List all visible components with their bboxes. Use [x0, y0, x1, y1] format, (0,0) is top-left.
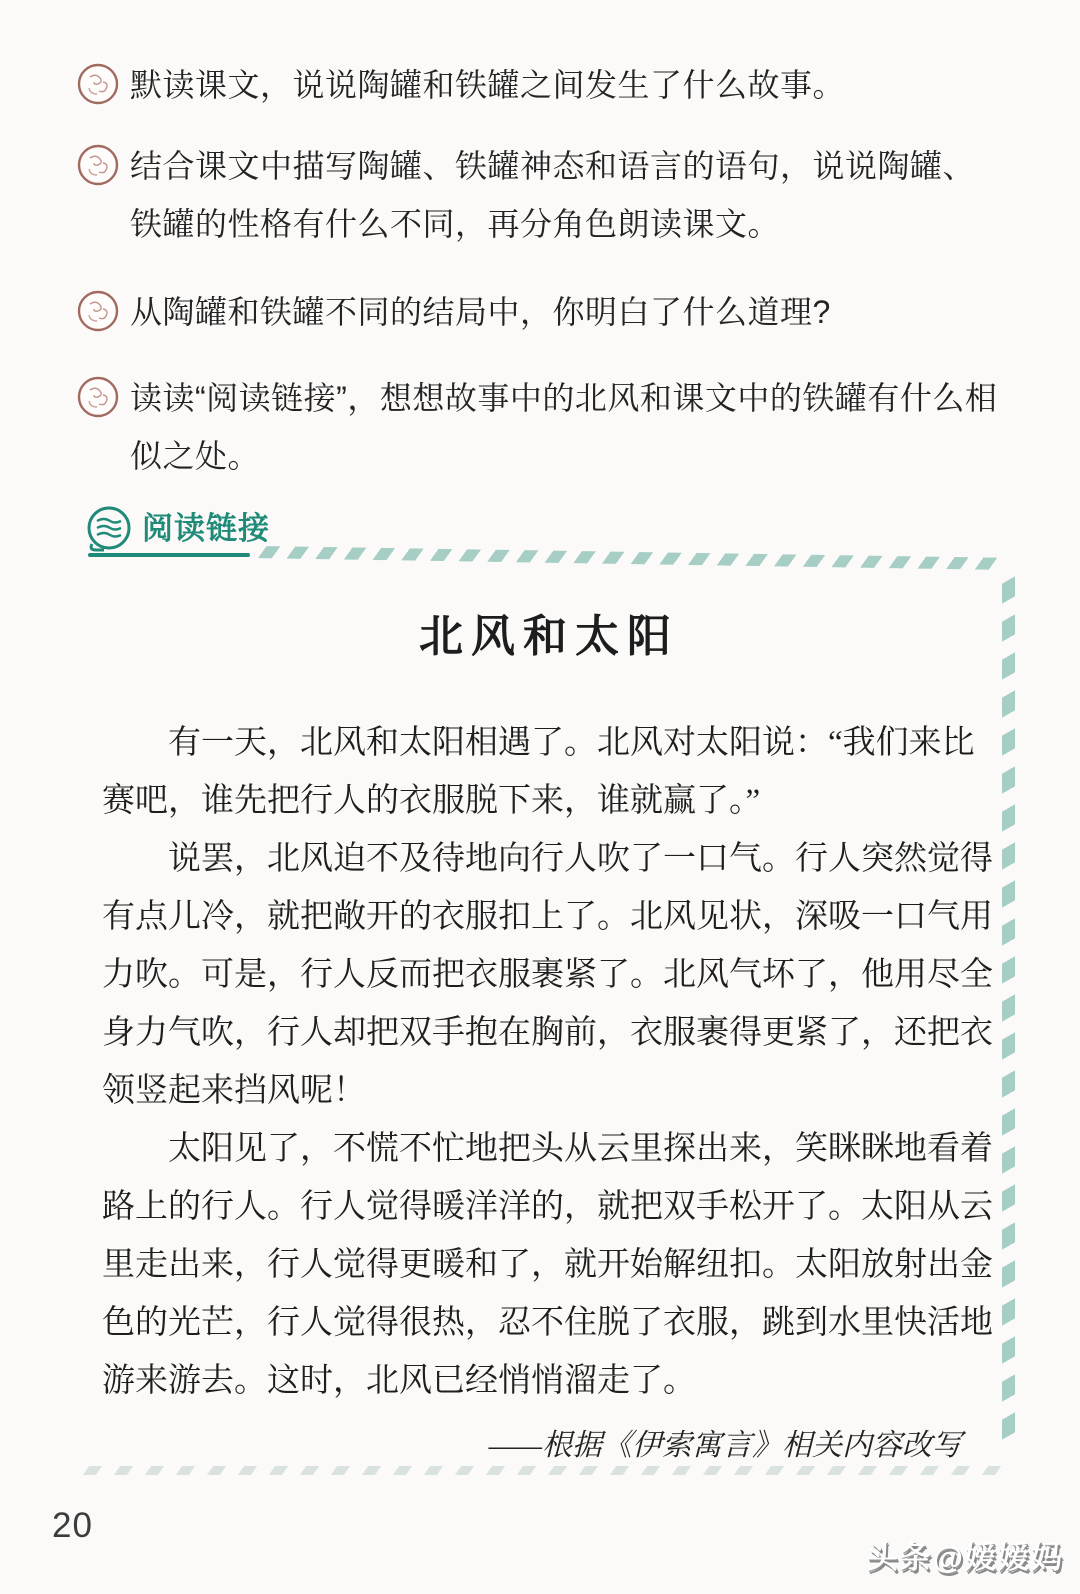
book-lines-icon: [84, 504, 134, 554]
question-text: 默读课文，说说陶罐和铁罐之间发生了什么故事。: [130, 67, 846, 103]
question-item: [76, 56, 1006, 114]
spiral-seal-icon: [76, 375, 120, 419]
box-border-top: [258, 546, 1010, 570]
question-item: [76, 369, 1006, 485]
question-text: 读读“阅读链接”，想想故事中的北风和课文中的铁罐有什么相似之处。: [130, 380, 998, 474]
story-section: [102, 600, 996, 1472]
story-paragraph: 说罢，北风迫不及待地向行人吹了一口气。行人突然觉得有点儿冷，就把敞开的衣服扣上了。北风见状，深吸一口气用力吹。可是，行人反而把衣服裹紧了。北风气坏了，他用尽全身力气吹，行人却把双手抱在胸前，衣服裹得更紧了，还把衣领竖起来挡风呢！: [102, 841, 993, 1109]
reading-link-label: 阅读链接: [142, 511, 270, 546]
reading-link-header: [84, 504, 270, 554]
story-paragraph: 太阳见了，不慌不忙地把头从云里探出来，笑眯眯地看着路上的行人。行人觉得暖洋洋的，就把双手松开了。太阳从云里走出来，行人觉得更暖和了，就开始解纽扣。太阳放射出金色的光芒，行人觉得很热，忍不住脱了衣服，跳到水里快活地游来游去。这时，北风已经悄悄溜走了。: [102, 1131, 993, 1399]
story-paragraph: 有一天，北风和太阳相遇了。北风对太阳说：“我们来比赛吧，谁先把行人的衣服脱下来，谁就赢了。”: [102, 725, 975, 819]
spiral-seal-icon: [76, 289, 120, 333]
watermark: 头条@嫒嫒妈: [866, 1540, 1064, 1575]
spiral-seal-icon: [76, 143, 120, 187]
question-text: 结合课文中描写陶罐、铁罐神态和语言的语句，说说陶罐、铁罐的性格有什么不同，再分角色朗读课文。: [130, 148, 976, 242]
question-item: [76, 283, 1006, 341]
box-border-right: [1002, 576, 1015, 1452]
question-item: [76, 137, 1006, 253]
story-title: 北风和太阳: [419, 612, 679, 661]
page-number: 20: [52, 1506, 93, 1545]
story-attribution: ——根据《伊索寓言》相关内容改写: [488, 1429, 962, 1462]
questions-section: [76, 56, 1006, 507]
question-text: 从陶罐和铁罐不同的结局中，你明白了什么道理?: [130, 294, 831, 330]
spiral-seal-icon: [76, 62, 120, 106]
